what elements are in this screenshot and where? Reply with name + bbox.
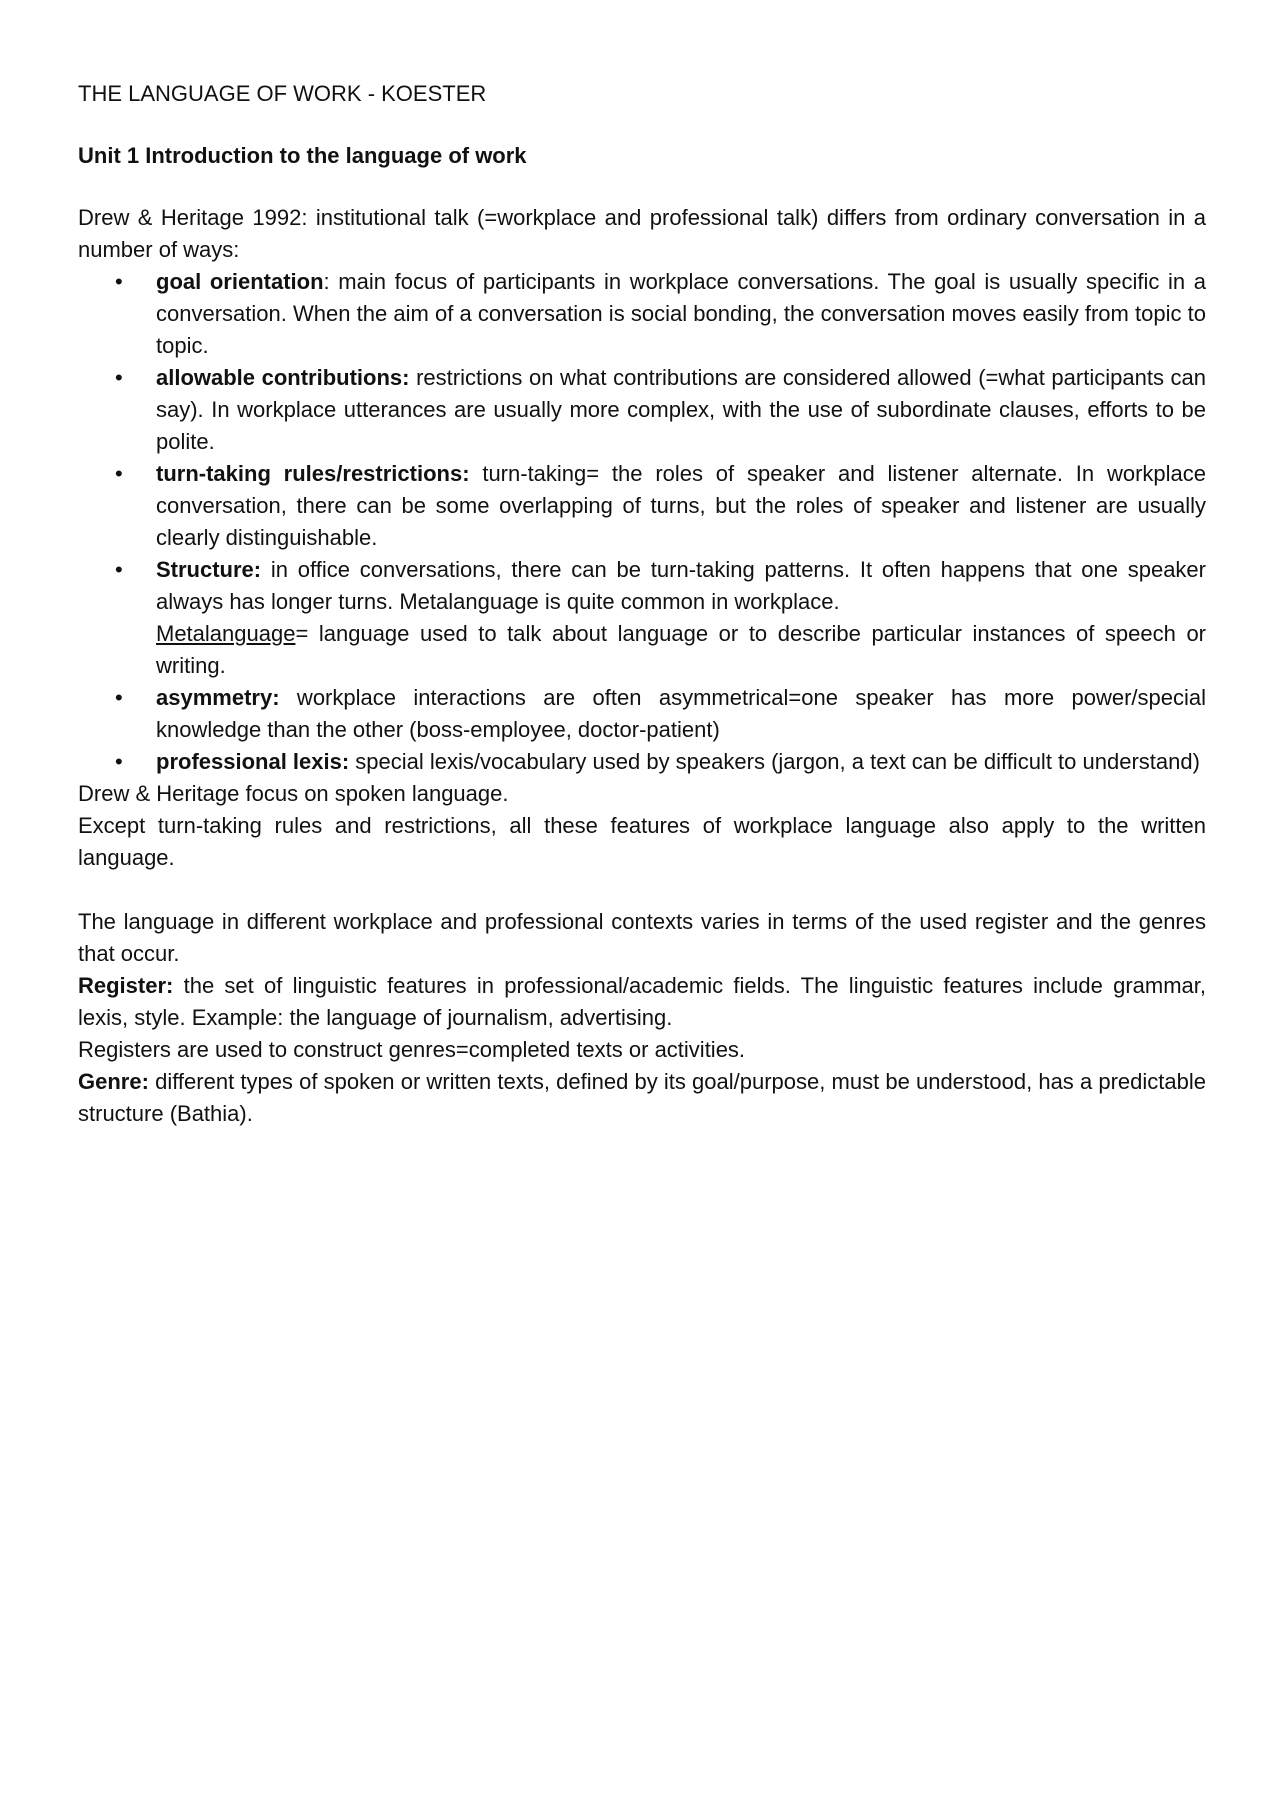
feature-term: turn-taking rules/restrictions:: [156, 461, 470, 486]
bullet-icon: •: [115, 461, 123, 486]
feature-text: restrictions on what contributions are considered allowed (=what participants can say). In workplace utterances are usually more complex, with the use of subordinate clauses, efforts to be polite.: [156, 365, 1206, 454]
metalanguage-term: Metalanguage: [156, 621, 296, 646]
feature-text: in office conversations, there can be turn-taking patterns. It often happens that one speaker always has longer turns. Metalanguage is quite common in workplace.: [156, 557, 1206, 614]
feature-text: workplace interactions are often asymmetrical=one speaker has more power/special knowledge than the other (boss-employee, doctor-patient): [156, 685, 1206, 742]
bullet-icon: •: [115, 685, 123, 710]
genre-definition: [78, 1066, 1206, 1130]
feature-text: : main focus of participants in workplace conversations. The goal is usually specific in a conversation. When the aim of a conversation is social bonding, the conversation moves easily from topic to topic.: [156, 269, 1207, 358]
bullet-icon: •: [115, 749, 123, 774]
intro-paragraph: Drew & Heritage 1992: institutional talk (=workplace and professional talk) differs from ordinary conversation in a number of ways:: [78, 205, 1206, 262]
metalanguage-definition: = language used to talk about language or to describe particular instances of speech or writing.: [156, 621, 1206, 678]
list-item-professional-lexis: [78, 746, 1206, 778]
register-text: the set of linguistic features in professional/academic fields. The linguistic features include grammar, lexis, style. Example: the language of journalism, advertising.: [78, 973, 1206, 1030]
list-item-goal-orientation: [78, 266, 1206, 362]
feature-term: professional lexis:: [156, 749, 350, 774]
register-definition: [78, 970, 1206, 1034]
feature-term: allowable contributions:: [156, 365, 410, 390]
genre-text: different types of spoken or written texts, defined by its goal/purpose, must be understood, has a predictable structure (Bathia).: [78, 1069, 1206, 1126]
bullet-icon: •: [115, 269, 123, 294]
features-list: [78, 266, 1206, 778]
feature-text: turn-taking= the roles of speaker and listener alternate. In workplace conversation, there can be some overlapping of turns, but the roles of speaker and listener are usually clearly distinguishable.: [156, 461, 1206, 550]
unit-heading: Unit 1 Introduction to the language of work: [78, 143, 527, 168]
document-page: [78, 78, 1206, 1130]
feature-term: goal orientation: [156, 269, 324, 294]
feature-term: Structure:: [156, 557, 262, 582]
bullet-icon: •: [115, 365, 123, 390]
list-item-turn-taking: [78, 458, 1206, 554]
feature-term: asymmetry:: [156, 685, 280, 710]
bullet-icon: •: [115, 557, 123, 582]
spoken-language-note: Drew & Heritage focus on spoken language.: [78, 781, 509, 806]
list-item-asymmetry: [78, 682, 1206, 746]
feature-text: special lexis/vocabulary used by speakers (jargon, a text can be difficult to understand): [349, 749, 1200, 774]
genre-term: Genre:: [78, 1069, 149, 1094]
list-item-structure: [78, 554, 1206, 682]
document-title: THE LANGUAGE OF WORK - KOESTER: [78, 81, 487, 106]
register-term: Register:: [78, 973, 174, 998]
contexts-paragraph: The language in different workplace and professional contexts varies in terms of the used register and the genres that occur.: [78, 909, 1206, 966]
list-item-allowable-contributions: [78, 362, 1206, 458]
registers-note: Registers are used to construct genres=completed texts or activities.: [78, 1037, 746, 1062]
written-language-note: Except turn-taking rules and restrictions, all these features of workplace language also apply to the written language.: [78, 813, 1206, 870]
